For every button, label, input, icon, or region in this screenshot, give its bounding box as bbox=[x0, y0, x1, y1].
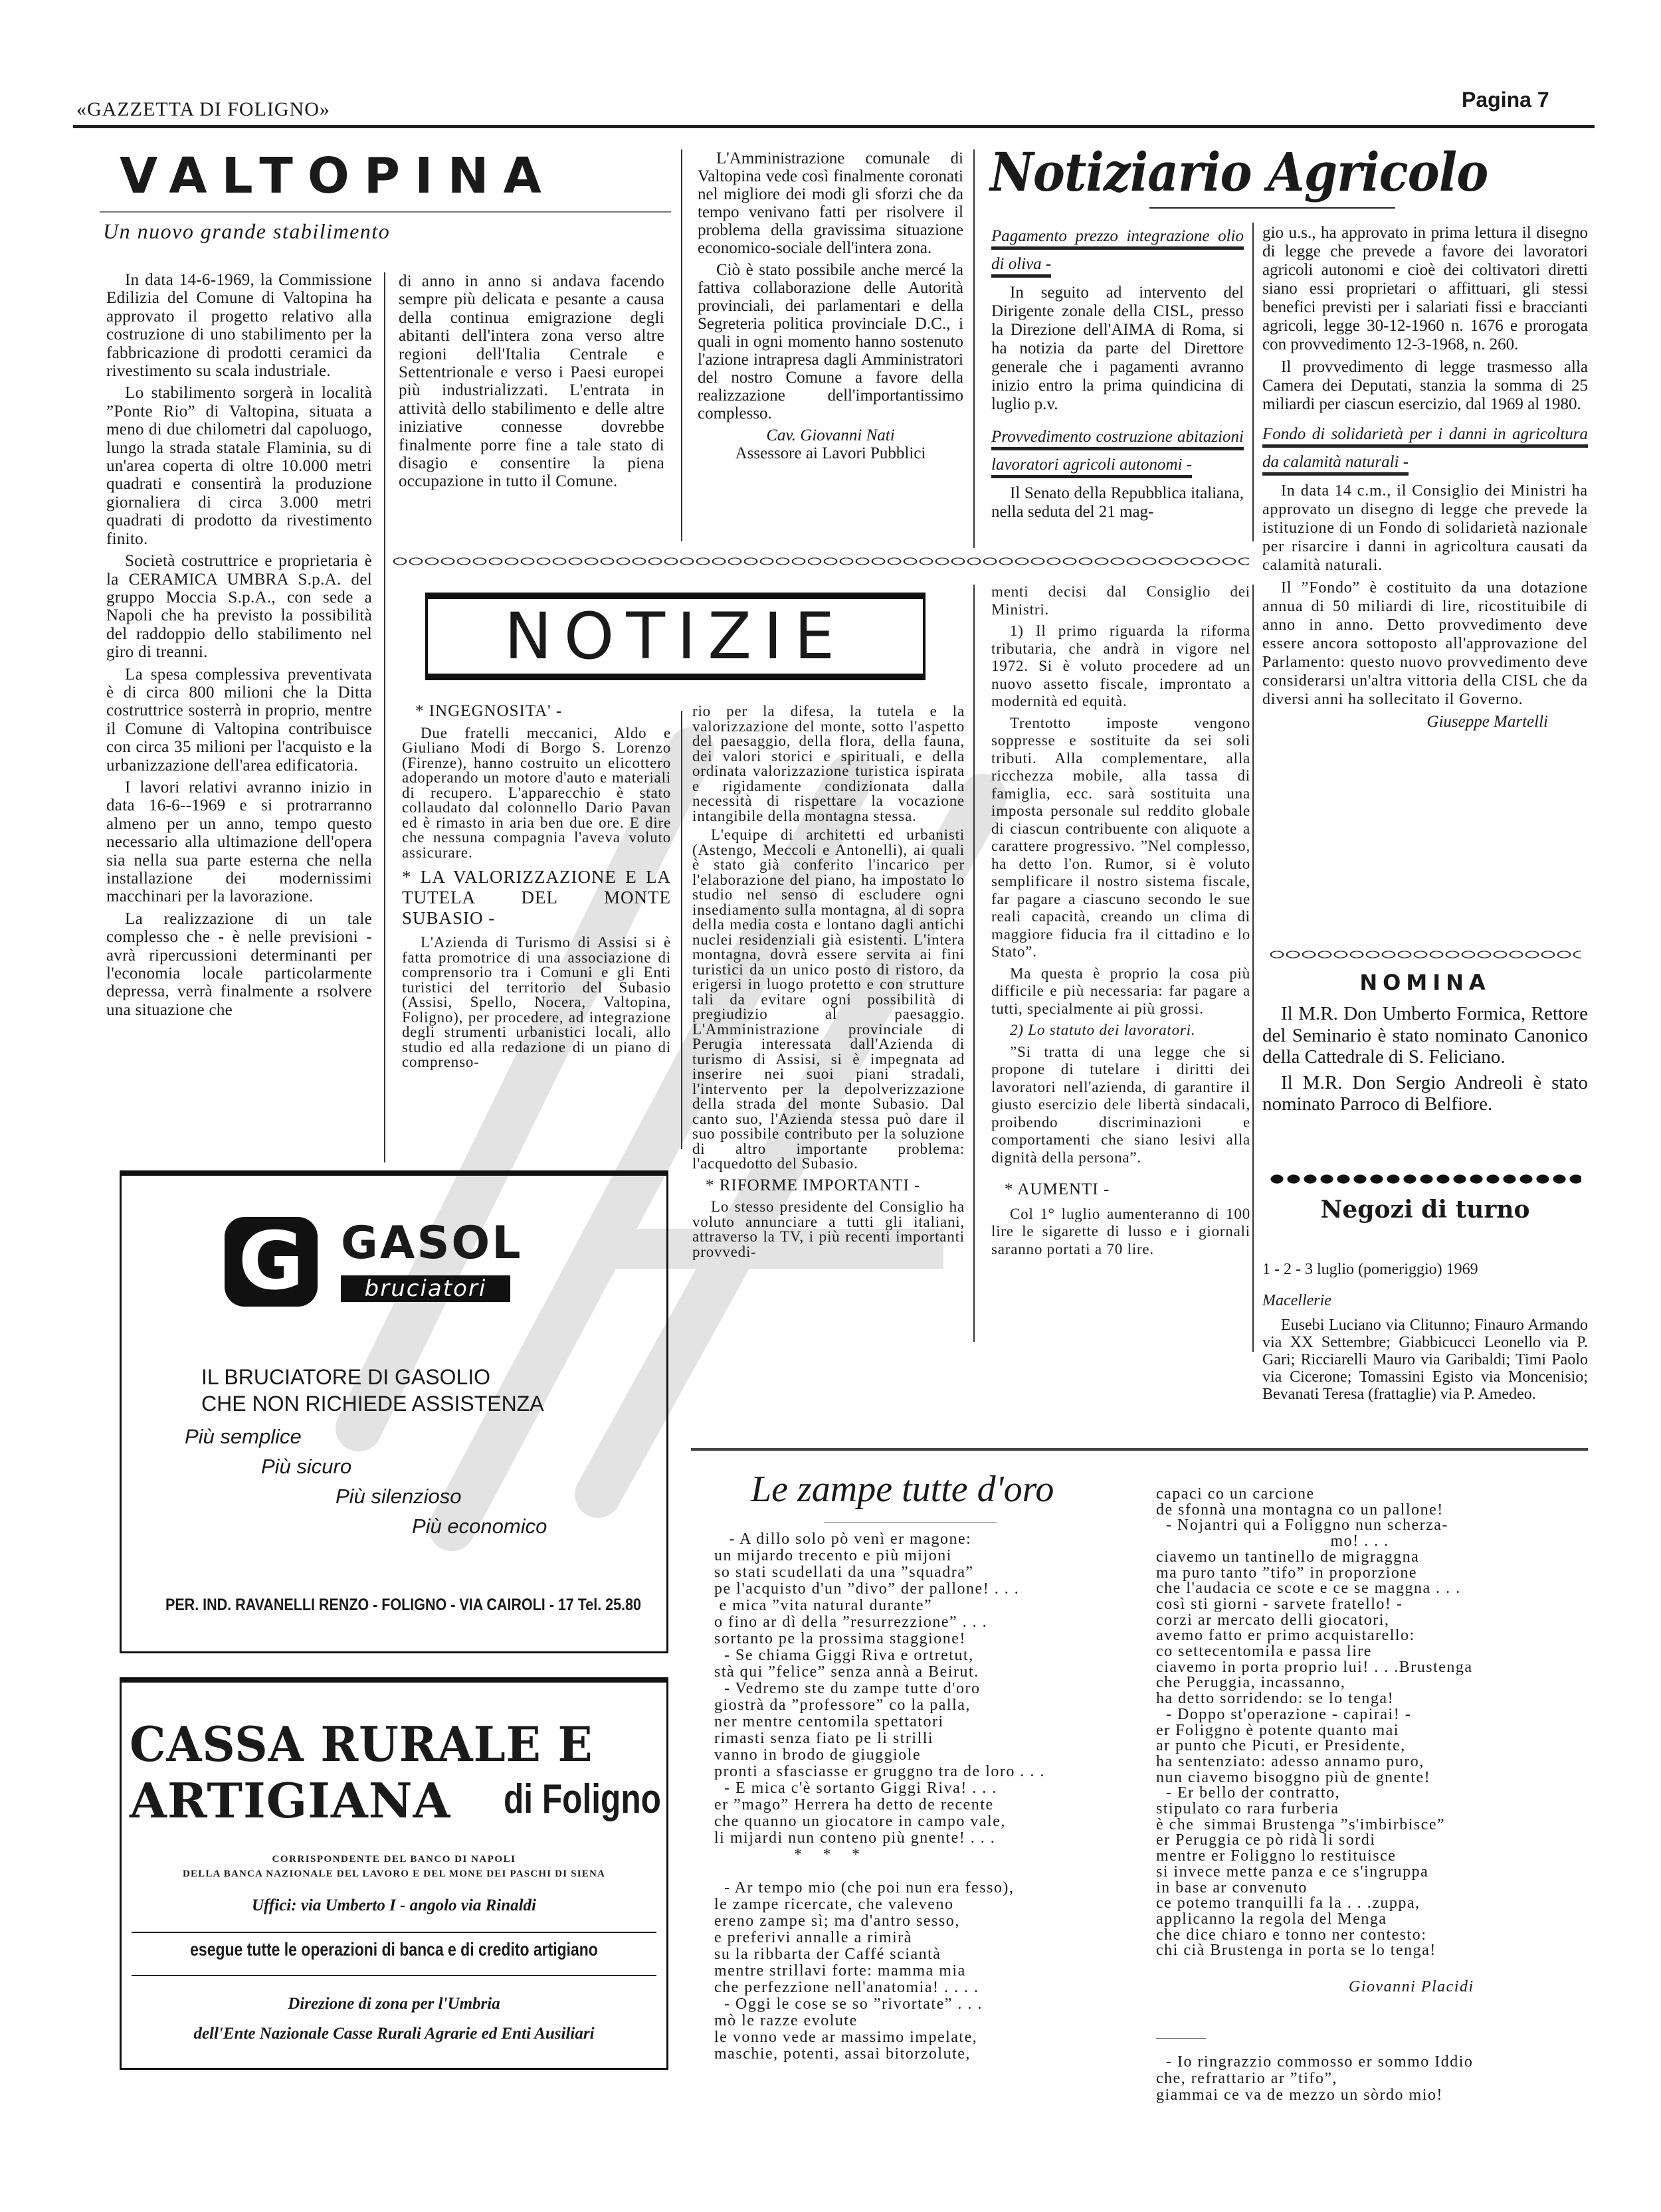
paragraph: I lavori relativi avranno inizio in data 16-6--1969 e si protrarranno almeno per un anno, tempo questo necessario alla ultimazione dell'opera sia nella sua parte esterna che nella installazione dei modernissimi macchinari per la lavorazione. bbox=[106, 778, 372, 906]
paragraph: Col 1° luglio aumenteranno di 100 lire le sigarette di lusso e i giornali saranno portati a 70 lire. bbox=[991, 1205, 1250, 1257]
negozi-date: 1 - 2 - 3 luglio (pomeriggio) 1969 bbox=[1262, 1261, 1478, 1278]
cassa-title-2: ARTIGIANA bbox=[130, 1772, 451, 1829]
paragraph: In data 14 c.m., il Consiglio dei Ministri ha approvato un disegno di legge che prevede la istituzione di un Fondo di solidarietà nazionale per risarcire i danni in agricoltura causati da calamità naturali. bbox=[1262, 482, 1588, 574]
cassa-rurale-ad bbox=[120, 1677, 668, 2070]
valtopina-subtitle: Un nuovo grande stabilimento bbox=[103, 219, 391, 243]
dotted-divider bbox=[1269, 1173, 1581, 1185]
paragraph: La spesa complessiva preventivata è di circa 800 milioni che la Ditta costruttrice sosterrà in proprio, mentre il Comune di Valtopina contribuisce con circa 35 milioni per l'acquisto e la urbanizzazione dell'area edificatoria. bbox=[106, 665, 372, 775]
cassa-services: esegue tutte le operazioni di banca e di credito artigiano bbox=[190, 1939, 598, 1960]
valtopina-column-2 bbox=[399, 272, 664, 495]
column-divider bbox=[681, 711, 682, 1149]
paragraph: ”Si tratta di una legge che si propone di tutelare i diritti dei lavoratori nell'azienda, di garantire il giusto esercizio dele libertà sindacali, proibendo discriminazioni e comportamenti che siano lesivi alla dignità della persona”. bbox=[991, 1043, 1250, 1166]
ornament-divider bbox=[392, 555, 1249, 567]
negozi-list bbox=[1262, 1317, 1588, 1407]
column-divider bbox=[681, 149, 682, 541]
notizie-column-2 bbox=[692, 704, 965, 1263]
notiziario-column-2 bbox=[1262, 224, 1588, 731]
cassa-correspondent-1: CORRISPONDENTE DEL BANCO DI NAPOLI bbox=[272, 1854, 516, 1865]
paragraph: Lo stabilimento sorgerà in località ”Ponte Rio” di Valtopina, situata a meno di due chilometri dal capoluogo, lungo la strada statale Flaminia, su di un'area coperta di oltre 10.000 metri quadrati e consentirà la produzione giornaliera di circa 3.000 metri quadrati di prodotto da rivestimento finito. bbox=[106, 384, 372, 548]
paragraph: L'Amministrazione comunale di Valtopina vede così finalmente coronati nel migliore dei modi gli sforzi che da tempo venivano fatti per risolvere il problema della gravissima situazione economico-sociale dell'intera zona. bbox=[698, 149, 963, 257]
notizie-box bbox=[425, 593, 926, 680]
valtopina-column-3 bbox=[698, 149, 963, 462]
header-rule bbox=[73, 125, 1595, 128]
section-heading bbox=[1262, 420, 1588, 476]
column-divider bbox=[973, 585, 975, 1342]
paragraph: di anno in anno si andava facendo sempre più delicata e pesante a causa della continua emigrazione degli abitanti dell'intera zona verso altre regioni dell'Italia Centrale e Settentrionale e verso i Paesi europei più industrializzati. L'entrata in attività dello stabilimento e delle altre iniziative connesse dovrebbe finalmente porre fine a tale stato di disagio e consentire la piena occupazione in tutto il Comune. bbox=[399, 272, 664, 491]
poem-column-1: - A dillo solo pò venì er magone: un mijardo trecento e più mijoni so stati scudellati da una ”squadra” pe l'acquisto d'un ”divo” der pallone! . . . e mica ”vita natural durante” o fino ar dì della ”resurrezzione” . . . sortanto pe la prossima staggione! - Se chiama Giggi Riva e ortretut, stà qui ”felice” senza annà a Beirut. - Vedremo ste du zampe tutte d'oro giostrà da ”professore” co la palla, ner mentre centomila spettatori rimasti senza fiato pe li strilli vanno in brodo de giuggiole pronti a sfasciasse er gruggno tra de loro . . . - E mica c'è sortanto Giggi Riva! . . . er ”mago” Herrera ha detto de recente che quanno un giocatore in campo vale, li mijardi nun conteno più gnente! . . . * * * - Ar tempo mio (che poi nun era fesso), le zampe ricercate, che valeveno ereno zampe sì; ma d'antro sesso, e preferivi annalle a rimirà su la ribbarta der Caffé sciantà mentre strillavi forte: mamma mia che perfezzione nell'anatomia! . . . . - Oggi le cose se so ”rivortate” . . . mò le razze evolute le vonno vede ar massimo impelate, maschie, potenti, assai bitorzolute, bbox=[714, 1530, 1045, 2063]
paragraph: Trentotto imposte vengono soppresse e sostituite da sei soli tributi. Alla complementare, alla ricchezza mobile, alla tassa di famiglia, ecc. sarà sostituita una imposta personale sul reddito globale di ciascun contribuente con aliquote a carattere progressivo. ”Nel complesso, ha detto l'on. Rumor, si è voluto semplificare il nostro sistema fiscale, far pagare a ciascuno secondo le sue reali capacità, creando un clima di maggiore fiducia fra il cittadino e lo Stato”. bbox=[991, 714, 1250, 960]
gasol-ad bbox=[120, 1170, 668, 1653]
nomina-text bbox=[1262, 1003, 1588, 1119]
poem-postscript: - Io ringrazzio commosso er sommo Iddio che, refrattario ar ”tifo”, giammai ce va de mezzo un sòrdo mio! bbox=[1156, 2053, 1474, 2104]
paragraph: In data 14-6-1969, la Commissione Edilizia del Comune di Valtopina ha approvato il progetto relativo alla costruzione di uno stabilimento per la fabbricazione di prodotti ceramici da rivestimento su scala industriale. bbox=[106, 271, 372, 381]
notiziario-column-1 bbox=[991, 223, 1244, 525]
paragraph: Il provvedimento di legge trasmesso alla Camera dei Deputati, stanzia la somma di 25 miliardi per ciascun esercizio, dal 1969 al 1980. bbox=[1262, 358, 1588, 413]
section-heading bbox=[991, 223, 1244, 278]
paragraph: Il ”Fondo” è costituito da una dotazione annua di 50 miliardi di lire, ricostituibile di anno in anno. Detto provvedimento deve essere ancora sottoposto all'approvazione del Parlamento: questo nuovo provvedimento deve considerarsi un'altra vittoria della CISL che da diversi anni ha sollecitato il Governo. bbox=[1262, 579, 1588, 708]
gasol-slogan: Più silenzioso bbox=[336, 1485, 462, 1508]
paragraph: Eusebi Luciano via Clitunno; Finauro Armando via XX Settembre; Giabbicucci Leonello via P. Gari; Ricciarelli Mauro via Garibaldi; Timi Paolo via Cicerone; Tomassini Egisto via Moncenisio; Bevanati Teresa (frattaglie) via P. Amedeo. bbox=[1262, 1317, 1588, 1403]
paragraph: Due fratelli meccanici, Aldo e Giuliano Modi di Borgo S. Lorenzo (Firenze), hanno costruito un elicottero adoperando un motore d'auto e materiali di recupero. L'apparecchio è stato collaudato dal colonnello Dario Pavan ed è rimasto in aria ben due ore. E dire che nessuna compagnia l'aveva voluto assicurare. bbox=[402, 724, 671, 861]
page-number: Pagina 7 bbox=[1462, 88, 1549, 112]
negozi-title: Negozi di turno bbox=[1320, 1196, 1530, 1224]
ornament-divider bbox=[1269, 949, 1581, 961]
poem-author: Giovanni Placidi bbox=[1349, 1978, 1474, 1995]
cassa-title-3: di Foligno bbox=[504, 1776, 661, 1822]
gasol-line-2: CHE NON RICHIEDE ASSISTENZA bbox=[201, 1392, 544, 1416]
title-underline bbox=[1149, 207, 1395, 209]
heading-text: Fondo di solidarietà per i danni in agricoltura da calamità naturali - bbox=[1262, 425, 1588, 476]
paragraph: La realizzazione di un tale complesso che - è nelle previsioni - avrà ripercussioni determinanti per l'economia locale particolarmente depressa, verrà finalmente a rsolvere una situazione che bbox=[106, 909, 372, 1019]
paragraph: L'Azienda di Turismo di Assisi si è fatta promotrice di una associazione di comprensorio tra i Comuni e gli Enti turistici del territorio del Subasio (Assisi, Spello, Nocera, Valtopina, Foligno), per procedere, ad integrazione degli strumenti urbanistici locali, allo studio ed alla redazione di un piano di comprenso- bbox=[402, 934, 671, 1070]
cassa-offices: Uffici: via Umberto I - angolo via Rinaldi bbox=[252, 1896, 536, 1914]
notizie-title: NOTIZIE bbox=[504, 599, 847, 674]
gasol-slogan: Più sicuro bbox=[261, 1455, 352, 1478]
negozi-category: Macellerie bbox=[1262, 1292, 1331, 1309]
paragraph: Ma questa è proprio la cosa più difficile e più necessaria: far pagare a tutti, specialmente ai più grossi. bbox=[991, 965, 1250, 1017]
paragraph: gio u.s., ha approvato in prima lettura il disegno di legge che prevede a favore dei lavoratori agricoli autonomi e cioè dei coltivatori diretti siano essi proprietari o affittuari, gli stessi benefici previsti per i salariati fissi e braccianti agricoli, legge 30-12-1960 n. 1676 e prorogata con provvedimento 12-3-1968, n. 260. bbox=[1262, 224, 1588, 353]
nomina-title: NOMINA bbox=[1359, 970, 1491, 995]
gasol-slogan: Più economico bbox=[412, 1515, 547, 1538]
paragraph: Il M.R. Don Umberto Formica, Rettore del Seminario è stato nominato Canonico della Cattedrale di S. Feliciano. bbox=[1262, 1003, 1588, 1067]
paragraph: 2) Lo statuto dei lavoratori. bbox=[1010, 1022, 1196, 1038]
gasol-footer: PER. IND. RAVANELLI RENZO - FOLIGNO - VIA CAIROLI - 17 Tel. 25.80 bbox=[165, 1596, 641, 1614]
valtopina-column-1 bbox=[106, 271, 372, 1023]
cassa-correspondent-2: DELLA BANCA NAZIONALE DEL LAVORO E DEL MONE DEI PASCHI DI SIENA bbox=[182, 1869, 606, 1879]
valtopina-title: VALTOPINA bbox=[120, 147, 556, 205]
notizie-column-1 bbox=[402, 697, 671, 1074]
paragraph: L'equipe di architetti ed urbanisti (Astengo, Meccoli e Antonelli), ai quali è stato già conferito l'incarico per l'elaborazione del piano, ha impostato lo studio nel senso di escludere ogni insediamento sulla montagna, al di sopra della media costa e lontano dagli antichi nuclei residenziali già esistenti. L'intera montagna, dovrà essere servita ai fini turistici da un unico posto di ristoro, da erigersi in luogo protetto e con strutture tali da evitare ogni possibilità di pregiudizio al paesaggio. L'Amministrazione provinciale di Perugia interessata dall'Azienda di turismo di Assisi, si è impegnata ad inserire nei suoi piani stradali, l'intervento per la depolverizzazione della strada del monte Subasio. Dal canto suo, l'Azienda stessa può dare il suo possibile contributo per la soluzione di altro importante problema: l'acquedotto del Subasio. bbox=[692, 826, 965, 1172]
notizie-heading: * RIFORME IMPORTANTI - bbox=[706, 1176, 921, 1194]
paragraph: rio per la difesa, la tutela e la valorizzazione del monte, sotto l'aspetto del paesaggio, della flora, della fauna, dei valori storici e spirituali, e della ordinata valorizzazione turistica ispirata e rigidamente condizionata dalla necessità di rispettare la vocazione intangibile della montagna stessa. bbox=[692, 703, 965, 824]
cassa-direction-1: Direzione di zona per l'Umbria bbox=[288, 1995, 500, 2013]
gasol-slogan: Più semplice bbox=[185, 1425, 302, 1448]
divider bbox=[132, 1932, 656, 1933]
gasol-brand: GASOL bbox=[341, 1217, 523, 1269]
section-heading bbox=[991, 423, 1244, 479]
divider bbox=[132, 1975, 656, 1976]
postscript-rule bbox=[1156, 2038, 1206, 2039]
paper-name: «GAZZETTA DI FOLIGNO» bbox=[76, 98, 330, 120]
paragraph: 1) Il primo riguarda la riforma tributaria, che andrà in vigore nel 1972. Si è voluto procedere ad un nuovo assetto fiscale, improntato a modernità ed equità. bbox=[991, 622, 1250, 709]
notizie-heading: * AUMENTI - bbox=[1005, 1180, 1110, 1198]
paragraph: Il Senato della Repubblica italiana, nella seduta del 21 mag- bbox=[991, 484, 1244, 521]
heading-text: Pagamento prezzo integrazione olio di oliva - bbox=[991, 227, 1244, 278]
paragraph: menti decisi dal Consiglio dei Ministri. bbox=[991, 583, 1250, 618]
paragraph: Il M.R. Don Sergio Andreoli è stato nominato Parroco di Belfiore. bbox=[1262, 1071, 1588, 1115]
cassa-direction-2: dell'Ente Nazionale Casse Rurali Agrarie ed Enti Ausiliari bbox=[193, 2025, 595, 2043]
signature: Giuseppe Martelli bbox=[1426, 713, 1548, 731]
section-rule bbox=[691, 1448, 1588, 1451]
paragraph: In seguito ad intervento del Dirigente zonale della CISL, presso la Direzione dell'AIMA di Roma, si ha notizia da parte del Direttore generale che i pagamenti avranno inizio entro la prima quindicina di luglio p.v. bbox=[991, 284, 1244, 413]
notizie-heading: * LA VALORIZZAZIONE E LA TUTELA DEL MONTE SUBASIO - bbox=[402, 867, 671, 928]
paragraph: Società costruttrice e proprietaria è la CERAMICA UMBRA S.p.A. del gruppo Moccia S.p.A., con sede a Napoli che ha previsto la possibilità del raddoppio dello stabilimento nel giro di treanni. bbox=[106, 552, 372, 662]
gasol-line-1: IL BRUCIATORE DI GASOLIO bbox=[201, 1365, 491, 1389]
notiziario-title: Notiziario Agricolo bbox=[990, 141, 1488, 203]
paragraph: Ciò è stato possibile anche mercé la fattiva collaborazione delle Autorità provinciali, dei parlamentari e della Segreteria politica provinciale D.C., i quali in ogni momento hanno sostenuto l'azione intrapresa dagli Amministratori del nostro Comune a favore della realizzazione dell'importantissimo complesso. bbox=[698, 261, 963, 422]
signature-role: Assessore ai Lavori Pubblici bbox=[735, 444, 926, 462]
title-rule bbox=[100, 211, 671, 213]
notizie-column-3 bbox=[991, 583, 1250, 1262]
column-divider bbox=[973, 149, 975, 548]
gasol-tagline: bruciatori bbox=[341, 1275, 510, 1302]
column-divider bbox=[1252, 585, 1254, 1352]
title-underline bbox=[824, 1522, 997, 1523]
signature: Cav. Giovanni Nati bbox=[766, 426, 895, 444]
cassa-title-1: CASSA RURALE E bbox=[130, 1716, 593, 1772]
column-divider bbox=[384, 272, 385, 1162]
paragraph: Lo stesso presidente del Consiglio ha voluto annunciare a tutti gli italiani, attraverso la TV, i più recenti importanti provvedi- bbox=[692, 1198, 965, 1260]
gasol-logo-icon: G bbox=[225, 1217, 318, 1307]
notizie-heading: * INGEGNOSITA' - bbox=[415, 702, 563, 720]
heading-text: Provvedimento costruzione abitazioni lavoratori agricoli autonomi - bbox=[991, 428, 1244, 478]
poem-column-2: capaci co un carcione de sfonnà una montagna co un pallone! - Nojantri qui a Foliggno nun scherza- mo! . . . ciavemo un tantinello de migraggna ma puro tanto ”tifo” in proporzione che l'audacia ce scote e ce se maggna . . . così sti giorni - sarvete fratello! - corzi ar mercato delli giocatori, avemo fatto er primo acquistarello: co settecentomila e passa lire ciavemo in porta proprio lui! . . .Brustenga che Peruggia, incassanno, ha detto sorridendo: se lo tenga! - Doppo st'operazione - capirai! - er Foliggno è potente quanto mai ar punto che Picuti, er Presidente, ha sentenziato: adesso annamo puro, nun ciavemo bisoggno più de gnente! - Er bello der contratto, stipulato co rara furberia è che simmai Brustenga ”s'imbirbisce” er Peruggia ce pò ridà li sordi mentre er Foliggno lo restituisce si invece mette panza e ce s'ingruppa in base ar convenuto ce potemo tranquilli fa la . . .zuppa, applicanno la regola del Menga che dice chiaro e tonno ner contesto: chi cià Brustenga in porta se lo tenga! bbox=[1156, 1485, 1473, 1960]
poem-title: Le zampe tutte d'oro bbox=[751, 1469, 1054, 1510]
column-divider bbox=[1252, 223, 1254, 541]
